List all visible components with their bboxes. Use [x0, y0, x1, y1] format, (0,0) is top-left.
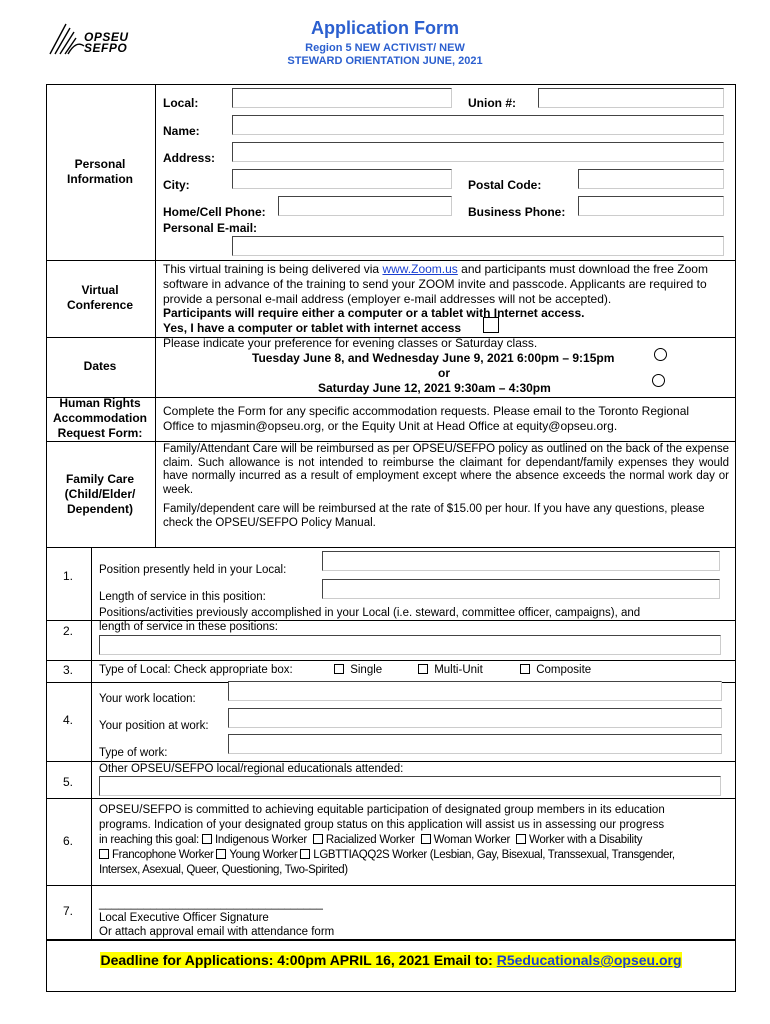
hr-label-3: Request Form: — [57, 426, 143, 440]
q1-position-input[interactable] — [322, 551, 720, 571]
q3-number: 3. — [62, 663, 73, 677]
family-care-label-1: Family Care — [65, 472, 135, 486]
union-number-label: Union #: — [468, 96, 516, 110]
q6-line-1: OPSEU/SEFPO is committed to achieving equitable participation of designated group members in its education — [99, 804, 665, 816]
racialized-checkbox[interactable] — [313, 834, 323, 844]
disability-label: Worker with a Disability — [529, 834, 643, 846]
virtual-label-2: Conference — [66, 298, 134, 312]
local-input[interactable] — [232, 88, 452, 108]
deadline-text: Deadline for Applications: 4:00pm APRIL 16, 2021 Email to: — [100, 952, 497, 968]
q3-option-single[interactable] — [334, 663, 382, 677]
q2-line-1: Positions/activities previously accomplished in your Local (i.e. steward, committee officer, campaigns), and — [99, 607, 641, 619]
form-header — [200, 18, 570, 68]
family-care-label — [46, 472, 154, 517]
home-phone-label: Home/Cell Phone: — [163, 205, 266, 219]
woman-label: Woman Worker — [433, 834, 511, 846]
personal-label-2: Information — [67, 172, 133, 186]
family-care-para-1: Family/Attendant Care will be reimbursed as per OPSEU/SEFPO policy as outlined on the back of the expense claim. Such allowance is not intended to reimburse the claimant for dependant/family expenses they would have normally incurred as a result of employment except where the absence exceeds the normal work day or week. — [163, 443, 729, 496]
computer-access-checkbox[interactable] — [483, 317, 499, 333]
date-option-2: Saturday June 12, 2021 9:30am – 4:30pm — [318, 381, 551, 395]
virtual-line-5: Yes, I have a computer or tablet with internet access — [163, 321, 462, 335]
indigenous-label: Indigenous Worker — [214, 834, 307, 846]
human-rights-label — [46, 396, 154, 441]
single-label: Single — [350, 664, 383, 676]
q1-length-input[interactable] — [322, 579, 720, 599]
virtual-line-2: software in advance of the training to send your ZOOM invite and passcode. Applicants are required to — [163, 277, 707, 291]
virtual-line-4: Participants will require either a computer or a tablet with Internet access. — [163, 306, 585, 320]
francophone-label: Francophone Worker — [112, 849, 214, 861]
address-label: Address: — [163, 151, 216, 165]
hr-line-2: Office to mjasmin@opseu.org, or the Equity Unit at Head Office at equity@opseu.org. — [163, 419, 618, 433]
virtual-line-3: provide a personal e-mail address (employer e-mail addresses will not be accepted). — [163, 292, 612, 306]
virtual-line-1 — [163, 262, 708, 276]
date-option-2-radio[interactable] — [652, 374, 665, 387]
q4-number: 4. — [62, 713, 73, 727]
q3-option-multi[interactable] — [418, 663, 483, 677]
logo-text-2: SEFPO — [84, 41, 128, 55]
single-checkbox[interactable] — [334, 664, 344, 674]
business-phone-label: Business Phone: — [468, 205, 566, 219]
q5-number: 5. — [62, 775, 73, 789]
francophone-checkbox[interactable] — [99, 849, 109, 859]
racialized-label: Racialized Worker — [325, 834, 415, 846]
name-input[interactable] — [232, 115, 724, 135]
dates-intro: Please indicate your preference for evening classes or Saturday class. — [163, 336, 538, 350]
disability-checkbox[interactable] — [516, 834, 526, 844]
q6-line-2: programs. Indication of your designated group status on this application will assist us in assessing our progress — [99, 819, 665, 831]
signature-alt: Or attach approval email with attendance form — [99, 926, 335, 938]
name-label: Name: — [163, 124, 200, 138]
q4-type-label: Type of work: — [99, 747, 168, 759]
personal-info-label — [46, 157, 154, 187]
dates-or: or — [438, 366, 450, 380]
q3-label-text: Type of Local: Check appropriate box: — [99, 664, 293, 676]
q1-position-label: Position presently held in your Local: — [99, 564, 287, 576]
virtual-line-1-post: and participants must download the free Zoom — [457, 262, 708, 276]
hr-label-2: Accommodation — [52, 411, 147, 425]
date-option-1: Tuesday June 8, and Wednesday June 9, 2021 6:00pm – 9:15pm — [252, 351, 615, 365]
lgbttiaqq2s-label: LGBTTIAQQ2S Worker (Lesbian, Gay, Bisexual, Transsexual, Transgender, — [313, 849, 675, 861]
virtual-label-1: Virtual — [81, 283, 119, 297]
q3-option-composite[interactable] — [520, 663, 591, 677]
lgbttiaqq2s-checkbox[interactable] — [300, 849, 310, 859]
virtual-line-1-pre: This virtual training is being delivered via — [163, 262, 383, 276]
q4-position-label: Your position at work: — [99, 720, 209, 732]
q4-type-input[interactable] — [228, 734, 722, 754]
q4-location-input[interactable] — [228, 681, 722, 701]
personal-label-1: Personal — [74, 157, 126, 171]
logo-text-1: OPSEU — [84, 30, 129, 44]
opseu-logo — [46, 18, 141, 60]
q6-number: 6. — [62, 834, 73, 848]
indigenous-checkbox[interactable] — [202, 834, 212, 844]
woman-checkbox[interactable] — [421, 834, 431, 844]
q2-line-2: length of service in these positions: — [99, 621, 278, 633]
zoom-link[interactable]: www.Zoom.us — [382, 262, 458, 276]
q2-number: 2. — [62, 624, 73, 638]
multi-unit-checkbox[interactable] — [418, 664, 428, 674]
q5-input[interactable] — [99, 776, 721, 796]
local-label: Local: — [163, 96, 199, 110]
city-input[interactable] — [232, 169, 452, 189]
q2-input[interactable] — [99, 635, 721, 655]
multi-unit-label: Multi-Unit — [434, 664, 483, 676]
q7-number: 7. — [62, 904, 73, 918]
family-care-label-3: Dependent) — [67, 502, 133, 516]
union-number-input[interactable] — [538, 88, 724, 108]
family-care-label-2: (Child/Elder/ — [64, 487, 136, 501]
postal-code-label: Postal Code: — [468, 178, 542, 192]
young-worker-checkbox[interactable] — [216, 849, 226, 859]
q3-label — [99, 663, 293, 677]
signature-label: Local Executive Officer Signature — [99, 912, 269, 924]
date-option-1-radio[interactable] — [654, 348, 667, 361]
deadline-email-link[interactable]: R5educationals@opseu.org — [496, 952, 682, 968]
hr-line-1: Complete the Form for any specific accommodation requests. Please email to the Toronto Regional — [163, 404, 690, 418]
dates-label: Dates — [83, 359, 117, 373]
business-phone-input[interactable] — [578, 196, 724, 216]
q6-line-3 — [99, 833, 642, 847]
q6-line-3-pre: in reaching this goal: — [99, 834, 199, 846]
address-input[interactable] — [232, 142, 724, 162]
home-phone-input[interactable] — [278, 196, 452, 216]
signature-line[interactable]: ___________________________________ — [99, 898, 323, 910]
composite-checkbox[interactable] — [520, 664, 530, 674]
family-care-para-2: Family/dependent care will be reimbursed at the rate of $15.00 per hour. If you have any questions, please check the OPSEU/SEFPO Policy Manual. — [163, 503, 705, 529]
postal-code-input[interactable] — [578, 169, 724, 189]
email-input[interactable] — [232, 236, 724, 256]
q1-length-label: Length of service in this position: — [99, 591, 266, 603]
logo-mark-icon — [46, 18, 86, 58]
virtual-conference-label — [46, 283, 154, 313]
city-label: City: — [163, 178, 190, 192]
form-title: Application Form — [311, 18, 459, 38]
email-label: Personal E-mail: — [163, 221, 258, 235]
q6-line-4 — [99, 848, 675, 862]
young-worker-label: Young Worker — [229, 849, 298, 861]
form-subtitle-2: STEWARD ORIENTATION JUNE, 2021 — [287, 55, 483, 67]
q5-label: Other OPSEU/SEFPO local/regional educationals attended: — [99, 763, 404, 775]
deadline-banner — [46, 952, 736, 968]
q4-position-input[interactable] — [228, 708, 722, 728]
q4-location-label: Your work location: — [99, 693, 196, 705]
hr-label-1: Human Rights — [59, 396, 141, 410]
composite-label: Composite — [536, 664, 592, 676]
q1-number: 1. — [62, 569, 73, 583]
form-subtitle-1: Region 5 NEW ACTIVIST/ NEW — [305, 42, 465, 54]
q6-line-5: Intersex, Asexual, Queer, Questioning, Two-Spirited) — [99, 864, 348, 876]
